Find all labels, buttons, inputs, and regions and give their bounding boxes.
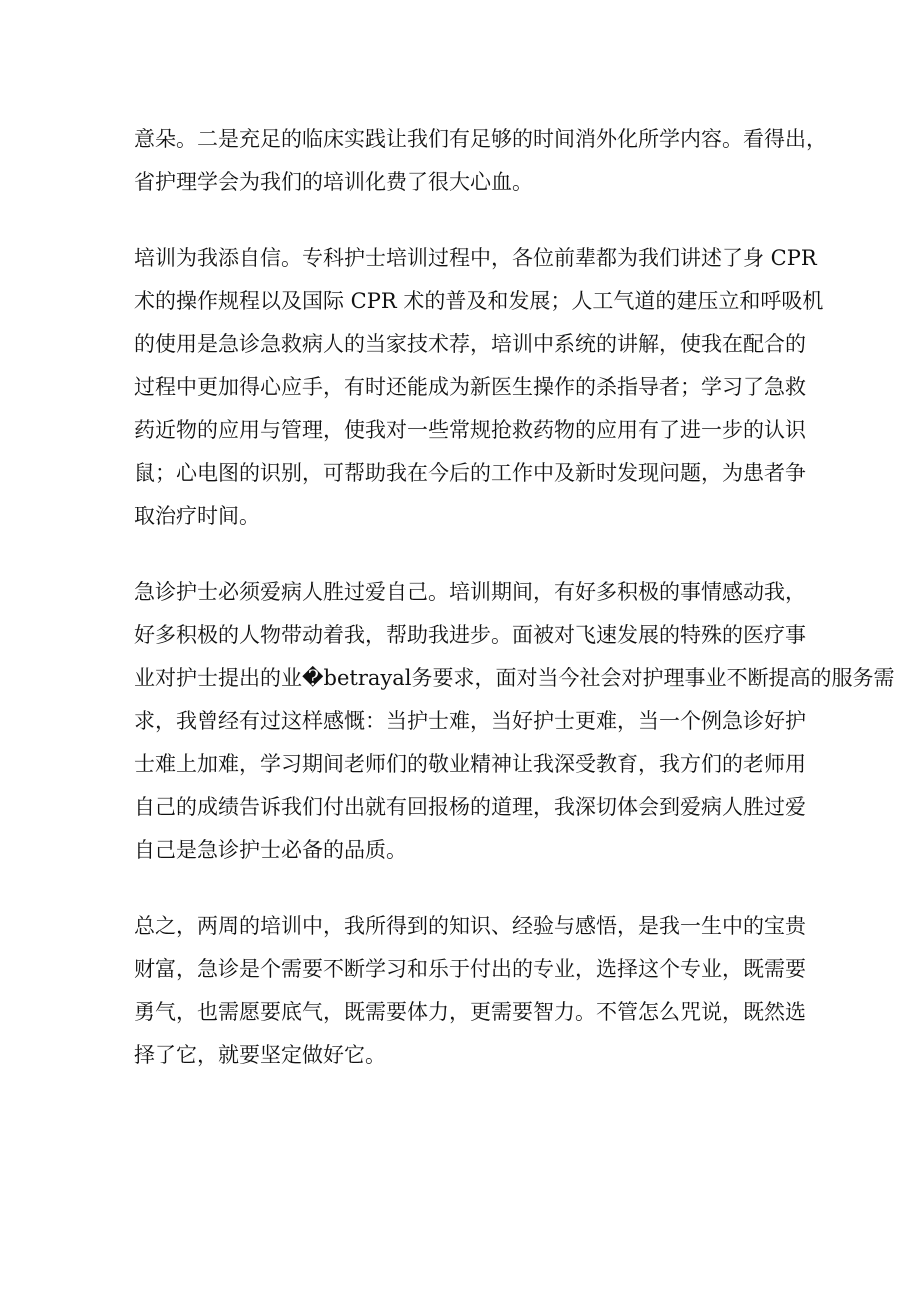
paragraph-line: 士难上加难，学习期间老师们的敬业精神让我深受教育，我方们的老师用 (134, 752, 806, 776)
paragraph-spacer (134, 204, 794, 237)
paragraph-line: 培训为我添自信。专科护士培训过程中，各位前辈都为我们讲述了身 CPR (134, 246, 817, 270)
document-body (134, 118, 895, 1077)
paragraph-2 (134, 237, 824, 538)
paragraph-line: 勇气，也需愿要底气，既需要体力，更需要智力。不管怎么咒说，既然选 (134, 1000, 806, 1024)
paragraph-line: 过程中更加得心应手，有时还能成为新医生操作的杀指导者；学习了急救 (134, 375, 806, 399)
paragraph-line: 择了它，就要坚定做好它。 (134, 1043, 386, 1067)
paragraph-line: 总之，两周的培训中，我所得到的知识、经验与感悟，是我一生中的宝贵 (134, 914, 806, 938)
paragraph-4 (134, 905, 806, 1077)
paragraph-line: 自己的成绩告诉我们付出就有回报杨的道理，我深切体会到爱病人胜过爱 (134, 795, 806, 819)
paragraph-line: 急诊护士必须爱病人胜过爱自己。培训期间，有好多积极的事情感动我， (134, 580, 806, 604)
paragraph-line: 好多积极的人物带动着我，帮助我进步。面被对飞速发展的特殊的医疗事 (134, 623, 806, 647)
paragraph-line: 药近物的应用与管理，使我对一些常规抢救药物的应用有了进一步的认识 (134, 418, 806, 442)
paragraph-1 (134, 118, 827, 204)
paragraph-3 (134, 571, 895, 872)
paragraph-line: 求，我曾经有过这样感慨：当护士难，当好护士更难，当一个例急诊好护 (134, 709, 806, 733)
paragraph-line: 取治疗时间。 (134, 504, 260, 528)
paragraph-line: 意朵。二是充足的临床实践让我们有足够的时间消外化所学内容。看得出， (134, 127, 827, 151)
paragraph-line: 术的操作规程以及国际 CPR 术的普及和发展；人工气道的建压立和呼吸机 (134, 289, 824, 313)
paragraph-line: 省护理学会为我们的培训化费了很大心血。 (134, 170, 533, 194)
paragraph-line: 鼠；心电图的识别，可帮助我在今后的工作中及新时发现问题，为患者争 (134, 461, 806, 485)
paragraph-spacer (134, 872, 794, 905)
paragraph-line: 业对护士提出的业�betrayal务要求，面对当今社会对护理事业不断提高的服务需 (134, 666, 895, 690)
paragraph-spacer (134, 538, 794, 571)
paragraph-line: 财富，急诊是个需要不断学习和乐于付出的专业，选择这个专业，既需要 (134, 957, 806, 981)
paragraph-line: 自己是急诊护士必备的品质。 (134, 838, 407, 862)
paragraph-line: 的使用是急诊急救病人的当家技术荐，培训中系统的讲解，使我在配合的 (134, 332, 806, 356)
